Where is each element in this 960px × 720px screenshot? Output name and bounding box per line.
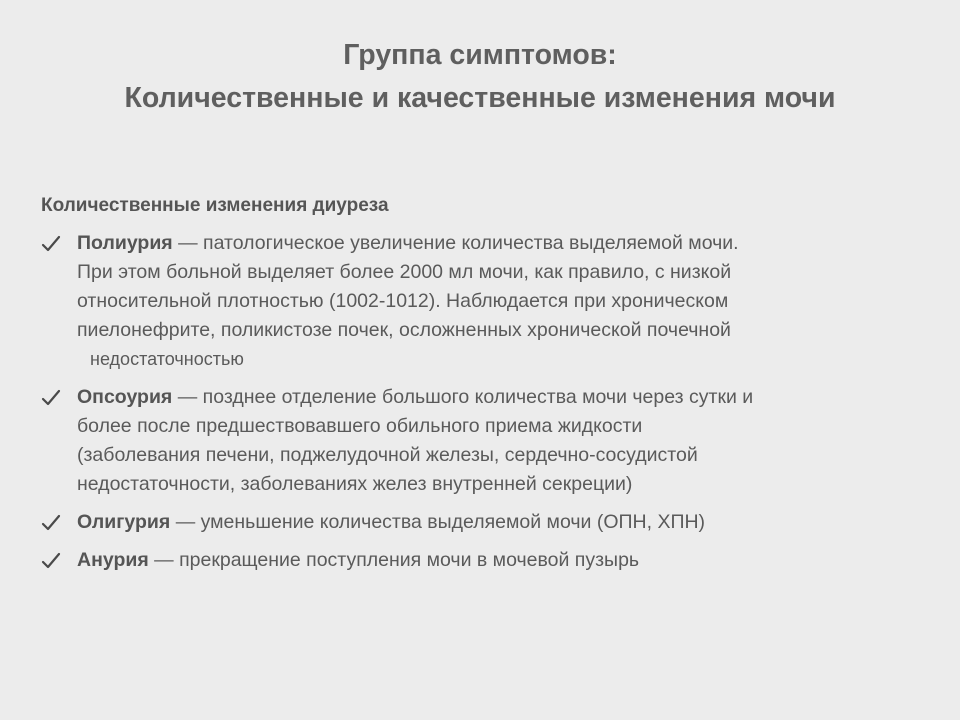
bullet-opsouria: [0, 383, 960, 499]
checkmark-icon: [41, 514, 61, 532]
bullet-first-line: [77, 229, 930, 258]
bullet-text: недостаточности, заболеваниях желез внутренней секреции): [77, 473, 633, 495]
bullet-text: относительной плотностью (1002-1012). Наблюдается при хроническом: [77, 290, 729, 312]
bullet-term: Полиурия: [77, 232, 173, 254]
bullet-text: (заболевания печени, поджелудочной железы, сердечно-сосудистой: [77, 444, 698, 466]
bullet-text: более после предшествовавшего обильного приема жидкости: [77, 415, 643, 437]
bullet-term: Олигурия: [77, 511, 171, 533]
checkmark-icon: [41, 552, 61, 570]
slide-title: [0, 34, 960, 120]
checkmark-icon: [41, 389, 61, 407]
bullet-first-line: [77, 508, 930, 537]
bullet-text: — позднее отделение большого количества мочи через сутки и: [172, 386, 754, 408]
bullet-text: пиелонефрите, поликистозе почек, осложненных хронической почечной: [77, 319, 731, 341]
bullet-term: Опсоурия: [77, 386, 173, 408]
section-heading: Количественные изменения диуреза: [41, 195, 389, 216]
bullet-text: недостаточностью: [90, 349, 244, 369]
slide-title-line-1: Группа симптомов:: [343, 39, 617, 71]
bullet-anuria: [0, 546, 960, 575]
bullet-polyuria: [0, 229, 960, 374]
bullet-text: При этом больной выделяет более 2000 мл мочи, как правило, с низкой: [77, 261, 732, 283]
bullet-list: [0, 229, 960, 575]
bullet-oliguria: [0, 508, 960, 537]
bullet-term: Анурия: [77, 549, 149, 571]
bullet-text: — уменьшение количества выделяемой мочи (ОПН, ХПН): [170, 511, 706, 533]
slide-title-line-2: Количественные и качественные изменения мочи: [124, 82, 836, 114]
bullet-first-line: [77, 546, 930, 575]
bullet-text: — патологическое увеличение количества выделяемой мочи.: [172, 232, 739, 254]
bullet-first-line: [77, 383, 930, 412]
checkmark-icon: [41, 235, 61, 253]
bullet-text: — прекращение поступления мочи в мочевой пузырь: [148, 549, 640, 571]
